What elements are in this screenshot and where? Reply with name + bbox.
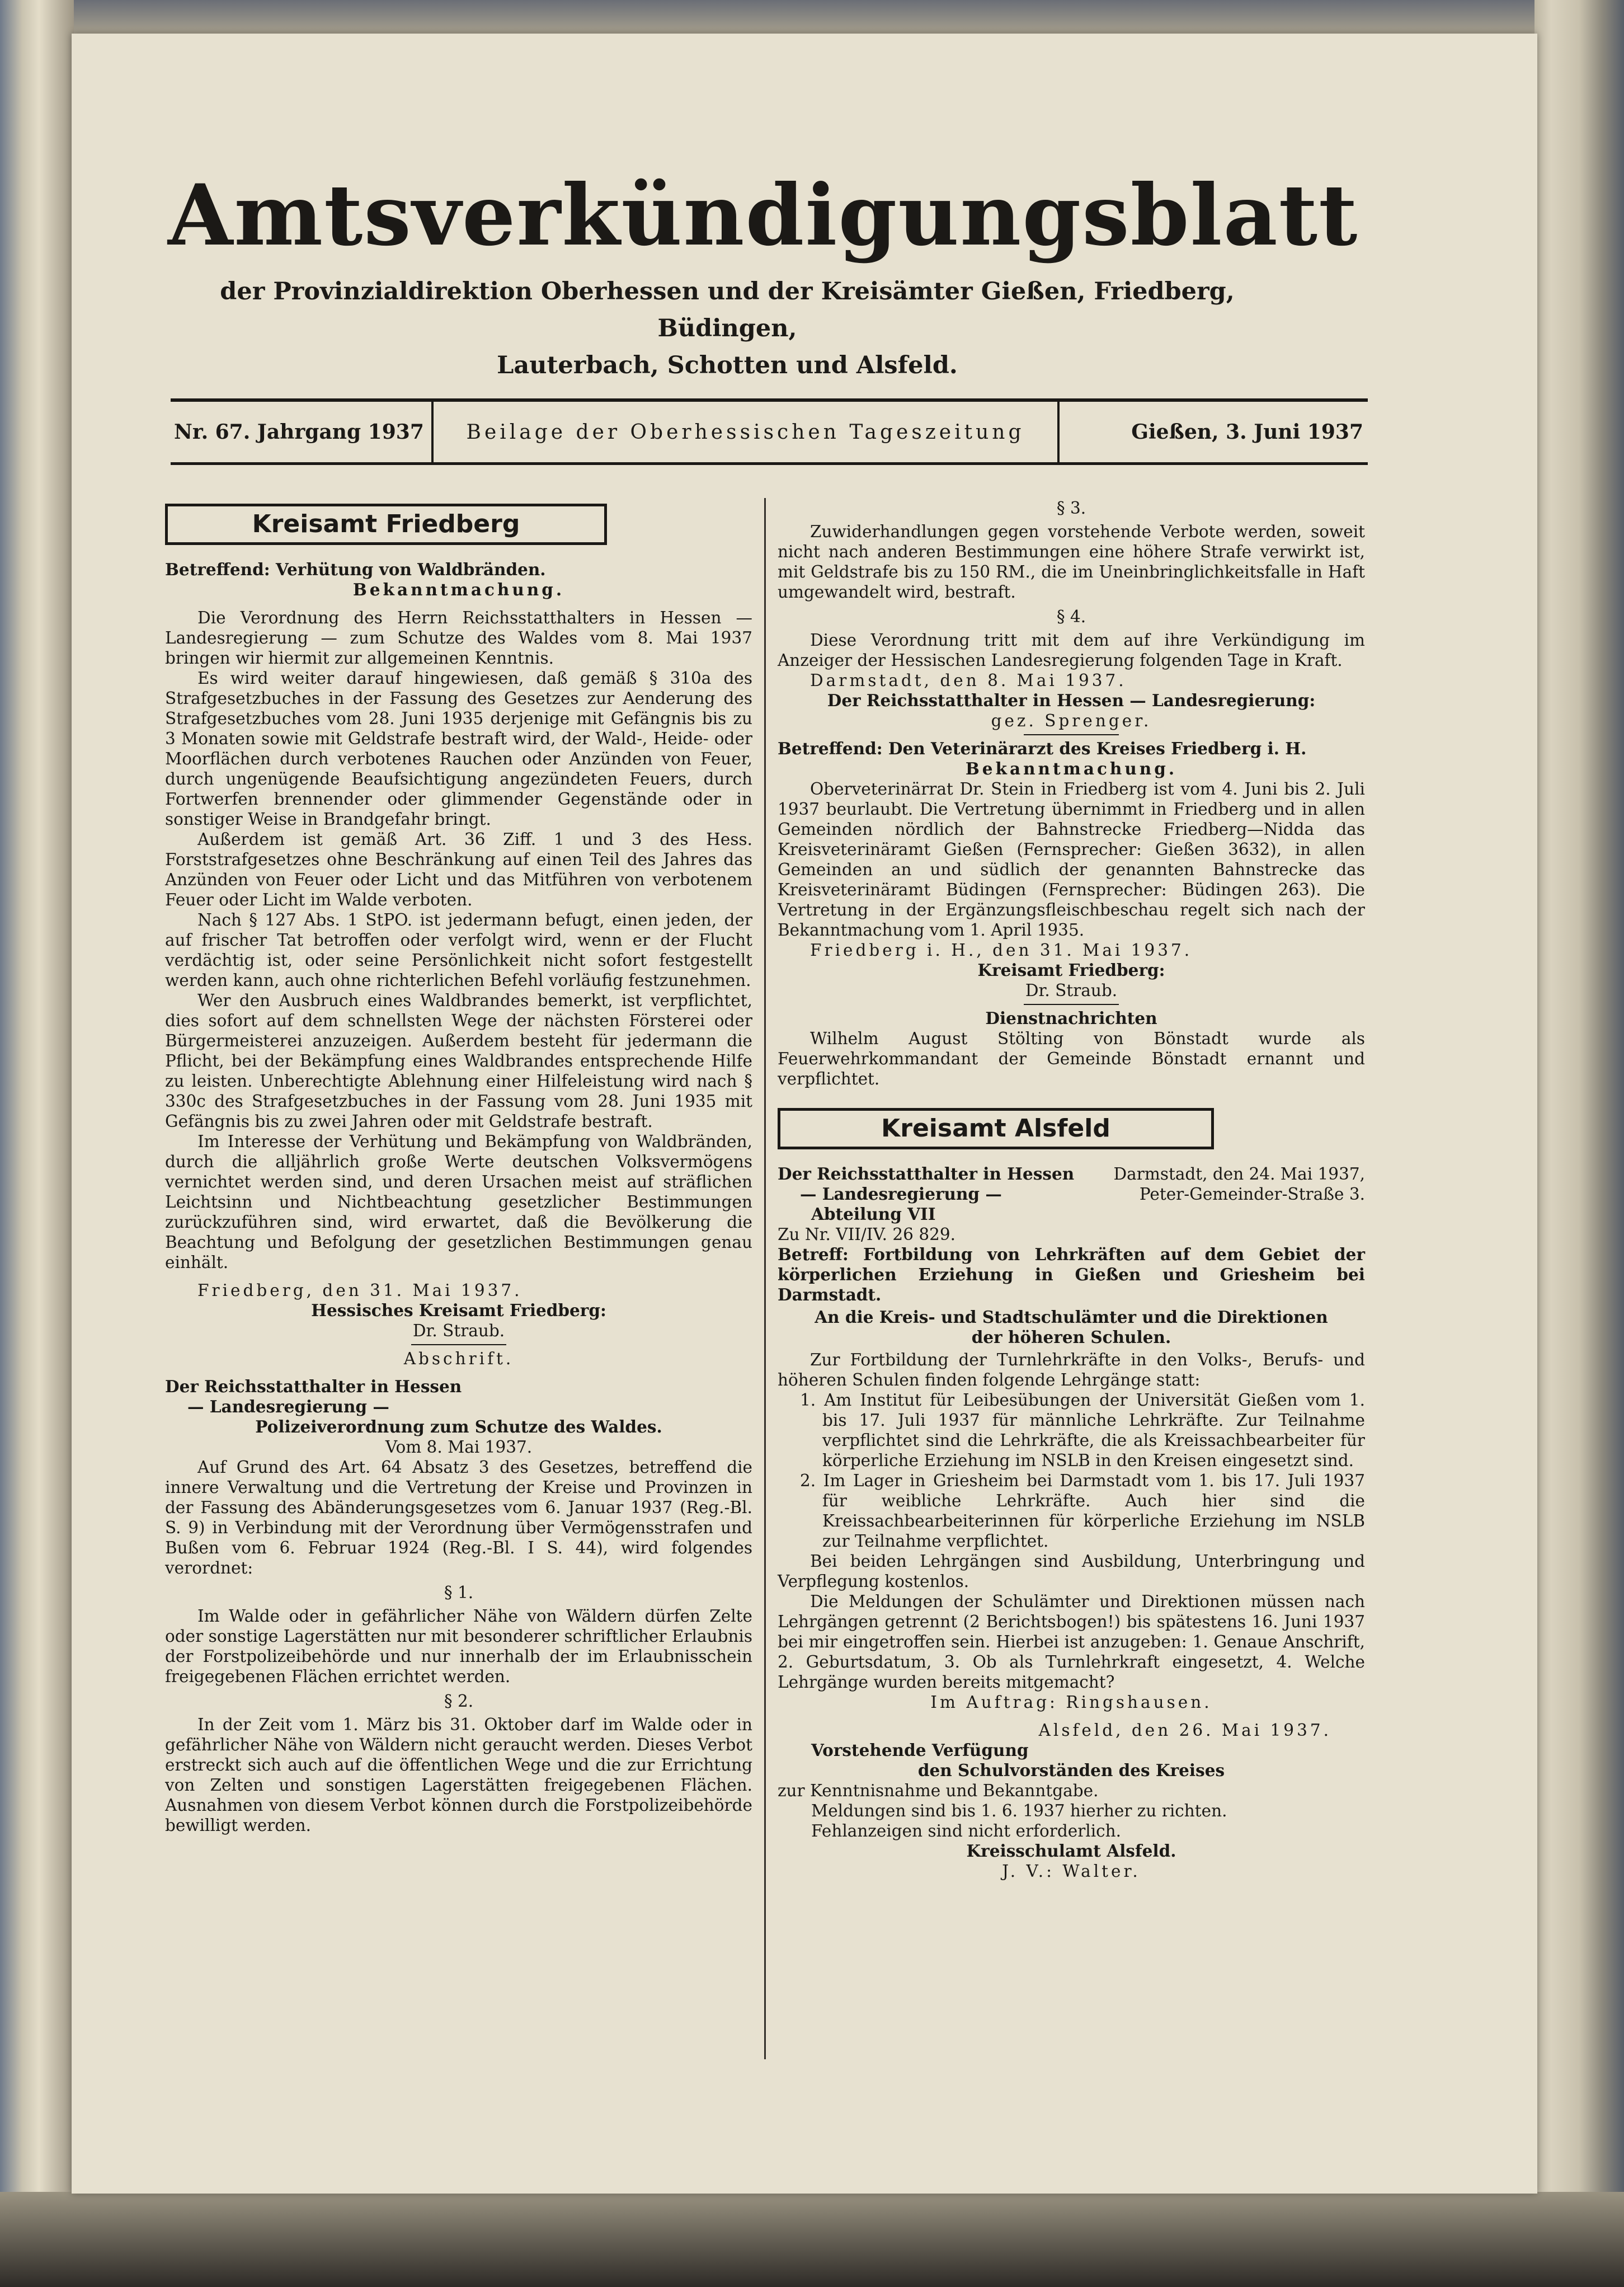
date-line: Alsfeld, den 26. Mai 1937.	[1038, 1721, 1331, 1740]
list-item: 2. Im Lager in Griesheim bei Darmstadt vom 1. bis 17. Juli 1937 für weibliche Lehrkräfte. Auch hier sind die Kreissachbearbeiterinnen für körperliche Erziehung im NSLB zur Teilnahme verpflichtet.	[800, 1471, 1365, 1551]
forwarding-note: Fehlanzeigen sind nicht erforderlich.	[811, 1821, 1122, 1840]
supplement-title: Beilage der Oberhessischen Tageszeitung	[431, 402, 1060, 462]
date-line: Darmstadt, den 8. Mai 1937.	[810, 671, 1127, 690]
paragraph: In der Zeit vom 1. März bis 31. Oktober darf im Walde oder in gefährlicher Nähe von Wäldern nicht geraucht werden. Dieses Verbot erstreckt sich auch auf die öffentlichen Wege und die zur Errichtung von Zelten und sonstigen Lagerstätten freigegebenen Flächen. Ausnahmen von diesem Verbot können durch die Forstpolizeibehörde bewilligt werden.	[165, 1715, 752, 1835]
office-signature: Kreisamt Friedberg:	[977, 960, 1165, 980]
book-left-page-edge	[0, 0, 74, 2287]
issue-info-bar	[171, 398, 1368, 465]
signer-name: J. V.: Walter.	[1002, 1862, 1141, 1881]
ordinance-title: Polizeiverordnung zum Schutze des Waldes.	[255, 1417, 662, 1436]
masthead	[168, 166, 1359, 384]
signature-line: Im Auftrag: Ringshausen.	[930, 1693, 1212, 1712]
signer-name: Dr. Straub.	[1025, 981, 1118, 1000]
paragraph: Außerdem ist gemäß Art. 36 Ziff. 1 und 3 des Hess. Forststrafgesetzes ohne Beschränkung auf einen Teil des Jahres das Anzünden von Feuer oder Licht und das Mitführen von verbotenem Feuer oder Licht im Walde verboten.	[165, 830, 752, 909]
paragraph: Im Interesse der Verhütung und Bekämpfung von Waldbränden, durch die alljährlich große Werte deutschen Volksvermögens vernichtet werden sind, und deren Ursachen meist auf sträflichen Leichtsinn und Nichtbeachtung gesetzlicher Bestimmungen zurückzuführen sind, wird erwartet, daß die Bevölkerung die Beachtung und Befolgung der gesetzlichen Bestimmungen genau einhält.	[165, 1132, 752, 1272]
signer-name: gez. Sprenger.	[991, 711, 1152, 730]
issuer-line: Abteilung VII	[811, 1204, 936, 1224]
letter-street: Peter-Gemeinder-Straße 3.	[1139, 1185, 1365, 1204]
bekanntmachung-heading: Bekanntmachung.	[965, 759, 1178, 778]
issuer-line: — Landesregierung —	[187, 1397, 389, 1416]
paragraph: Die Meldungen der Schulämter und Direktionen müssen nach Lehrgängen getrennt (2 Berichtsbogen!) bis spätestens 16. Juni 1937 bei mir eingetroffen sein. Hierbei ist anzugeben: 1. Genaue Anschrift, 2. Geburtsdatum, 3. Ob als Turnlehrkraft eingesetzt, 4. Welche Lehrgänge wurden bereits mitgemacht?	[778, 1592, 1365, 1692]
masthead-subtitle-line1: der Provinzialdirektion Oberhessen und der Kreisämter Gießen, Friedberg, Büdingen,	[220, 278, 1235, 342]
separator-rule	[411, 1344, 506, 1345]
paragraph: Zuwiderhandlungen gegen vorstehende Verbote werden, soweit nicht nach anderen Bestimmungen eine höhere Strafe verwirkt ist, mit Geldstrafe bis zu 150 RM., die im Uneinbringlichkeitsfalle in Haft umgewandelt wird, bestraft.	[778, 522, 1365, 602]
paragraph: Bei beiden Lehrgängen sind Ausbildung, Unterbringung und Verpflegung kostenlos.	[778, 1552, 1365, 1591]
section-sign: § 2.	[444, 1692, 474, 1711]
section-box-kreisamt-friedberg: Kreisamt Friedberg	[165, 504, 607, 545]
paragraph: Es wird weiter darauf hingewiesen, daß gemäß § 310a des Strafgesetzbuches in der Fassung des Gesetzes zur Aenderung des Strafgesetzbuches vom 28. Juni 1935 derjenige mit Gefängnis bis zu 3 Monaten sowie mit Geldstrafe bestraft wird, der Wald-, Heide- oder Moorflächen durch verbotenes Rauchen oder Anzünden von Feuer, durch ungenügende Beaufsichtigung angezündeten Feuers, durch Fortwerfen brennender oder glimmender Gegenstände oder in sonstiger Weise in Brandgefahr bringt.	[165, 669, 752, 829]
book-top-edge	[0, 0, 1624, 34]
paragraph: Oberveterinärrat Dr. Stein in Friedberg ist vom 4. Juni bis 2. Juli 1937 beurlaubt. Die Vertretung übernimmt in Friedberg und in allen Gemeinden nördlich der Bahnstrecke Friedberg—Nidda das Kreisveterinäramt Gießen (Fernsprecher: Gießen 3632), in allen Gemeinden an und südlich der genannten Bahnstrecke das Kreisveterinäramt Büdingen (Fernsprecher: Büdingen 263). Die Vertretung in der Ergänzungsfleischbeschau regelt sich nach der Bekanntmachung vom 1. April 1935.	[778, 779, 1365, 940]
issuer-line: — Landesregierung —	[800, 1184, 1002, 1204]
forwarding-note: zur Kenntnisnahme und Bekanntgabe.	[778, 1781, 1099, 1800]
letter-place-date: Darmstadt, den 24. Mai 1937,	[1113, 1164, 1365, 1184]
addressee: An die Kreis- und Stadtschulämter und die Direktionen der höheren Schulen.	[815, 1307, 1328, 1347]
issuer-line: Der Reichsstatthalter in Hessen	[165, 1377, 462, 1396]
forwarding-note: Vorstehende Verfügung	[811, 1740, 1029, 1760]
section-sign: § 1.	[444, 1583, 474, 1602]
section-sign: § 3.	[1056, 499, 1086, 518]
betreff-line: Betreffend: Den Veterinärarzt des Kreises Friedberg i. H.	[778, 739, 1307, 758]
book-bottom-edge	[0, 2192, 1624, 2287]
paragraph: Auf Grund des Art. 64 Absatz 3 des Gesetzes, betreffend die innere Verwaltung und die Vertretung der Kreise und Provinzen in der Fassung des Abänderungsgesetzes vom 6. Januar 1937 (Reg.-Bl. S. 9) in Verbindung mit der Verordnung über Vermögensstrafen und Bußen vom 6. Februar 1924 (Reg.-Bl. I S. 44), wird folgendes verordnet:	[165, 1458, 752, 1577]
paragraph: Die Verordnung des Herrn Reichsstatthalters in Hessen — Landesregierung — zum Schutze des Waldes vom 8. Mai 1937 bringen wir hiermit zur allgemeinen Kenntnis.	[165, 608, 752, 668]
paragraph: Zur Fortbildung der Turnlehrkräfte in den Volks-, Berufs- und höheren Schulen finden folgende Lehrgänge statt:	[778, 1350, 1365, 1389]
paragraph: Wilhelm August Stölting von Bönstadt wurde als Feuerwehrkommandant der Gemeinde Bönstadt ernannt und verpflichtet.	[778, 1029, 1365, 1088]
issue-number: Nr. 67. Jahrgang 1937	[174, 420, 424, 444]
date-line: Friedberg, den 31. Mai 1937.	[197, 1281, 522, 1300]
separator-rule	[1024, 734, 1119, 735]
betreff-line: Betreffend: Verhütung von Waldbränden.	[165, 560, 546, 579]
place-date: Gießen, 3. Juni 1937	[1131, 420, 1363, 444]
section-sign: § 4.	[1056, 607, 1086, 626]
forwarding-note: Meldungen sind bis 1. 6. 1937 hierher zu richten.	[811, 1801, 1227, 1820]
forwarding-note: den Schulvorständen des Kreises	[917, 1760, 1225, 1780]
signer-name: Dr. Straub.	[412, 1321, 505, 1340]
bekanntmachung-heading: Bekanntmachung.	[352, 580, 565, 599]
issuer-line: Der Reichsstatthalter in Hessen	[778, 1164, 1075, 1184]
list-item: 1. Am Institut für Leibesübungen der Universität Gießen vom 1. bis 17. Juli 1937 für männliche Lehrkräfte. Zur Teilnahme verpflichtet sind die Lehrkräfte, die als Kreissachbearbeiter für körperliche Erziehung im NSLB in den Kreisen eingesetzt sind.	[800, 1391, 1365, 1470]
masthead-subtitle-line2: Lauterbach, Schotten und Alsfeld.	[497, 351, 958, 379]
book-right-page-edge	[1534, 0, 1624, 2287]
ordinance-date: Vom 8. Mai 1937.	[385, 1438, 533, 1457]
issuer-line: Der Reichsstatthalter in Hessen — Landesregierung:	[827, 691, 1316, 710]
reference-number: Zu Nr. VII/IV. 26 829.	[778, 1225, 956, 1244]
office-signature: Kreisschulamt Alsfeld.	[966, 1841, 1176, 1861]
date-line: Friedberg i. H., den 31. Mai 1937.	[810, 941, 1193, 960]
office-signature: Hessisches Kreisamt Friedberg:	[311, 1300, 606, 1320]
section-box-kreisamt-alsfeld: Kreisamt Alsfeld	[778, 1108, 1214, 1149]
dienstnachrichten-heading: Dienstnachrichten	[985, 1008, 1157, 1028]
right-column	[778, 498, 1365, 1881]
paragraph: Diese Verordnung tritt mit dem auf ihre Verkündigung im Anzeiger der Hessischen Landesregierung folgenden Tage in Kraft.	[778, 631, 1365, 670]
paragraph: Nach § 127 Abs. 1 StPO. ist jedermann befugt, einen jeden, der auf frischer Tat betroffen oder verfolgt wird, wenn er der Flucht verdächtig ist, oder seine Persönlichkeit nicht sofort festgestellt werden kann, auch ohne richterlichen Befehl vorläufig festzunehmen.	[165, 910, 752, 990]
masthead-title: Amtsverkündigungsblatt	[168, 166, 1359, 265]
separator-rule	[1024, 1004, 1119, 1005]
letterhead-row	[778, 1164, 1365, 1224]
column-divider	[764, 498, 766, 2059]
betreff-line: Betreff: Fortbildung von Lehrkräften auf dem Gebiet der körperlichen Erziehung in Gießen und Griesheim bei Darmstadt.	[778, 1245, 1365, 1304]
abschrift-heading: Abschrift.	[403, 1349, 514, 1368]
paragraph: Im Walde oder in gefährlicher Nähe von Wäldern dürfen Zelte oder sonstige Lagerstätten nur mit besonderer schriftlicher Erlaubnis der Forstpolizeibehörde und nur innerhalb der im Erlaubnisschein freigegebenen Flächen errichtet werden.	[165, 1607, 752, 1686]
paragraph: Wer den Ausbruch eines Waldbrandes bemerkt, ist verpflichtet, dies sofort auf dem schnellsten Wege der nächsten Försterei oder Bürgermeisterei anzuzeigen. Außerdem besteht für jedermann die Pflicht, bei der Bekämpfung eines Waldbrandes entsprechende Hilfe zu leisten. Unberechtigte Ablehnung einer Hilfeleistung wird nach § 330c des Strafgesetzbuches in der Fassung vom 28. Juni 1935 mit Gefängnis bis zu zwei Jahren oder mit Geldstrafe bestraft.	[165, 991, 752, 1131]
left-column	[165, 498, 752, 1835]
